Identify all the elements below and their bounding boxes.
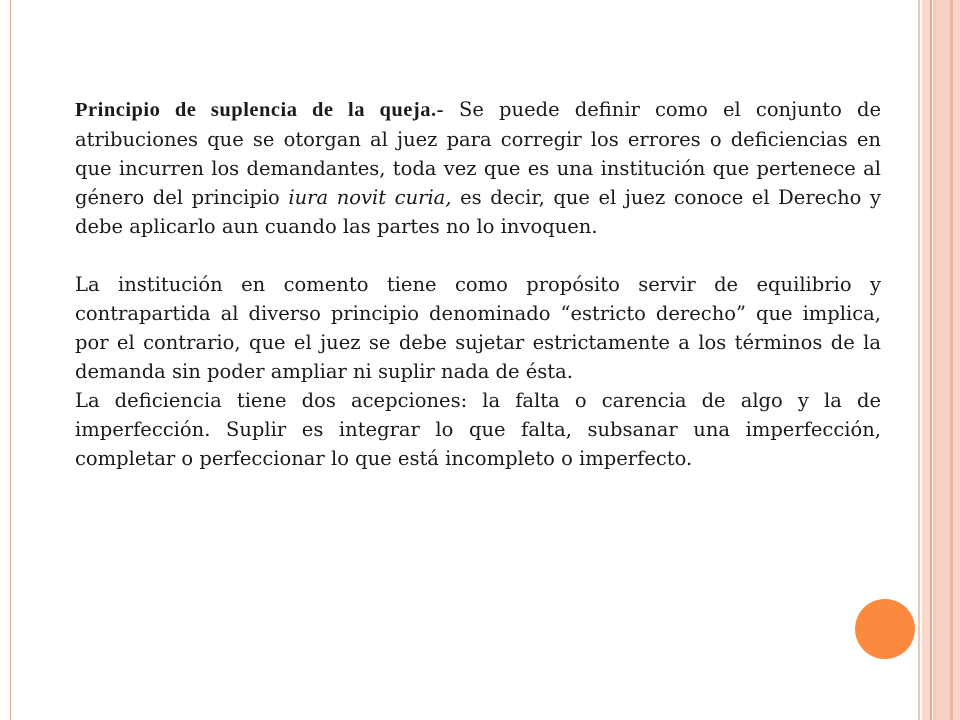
right-stripe	[922, 0, 930, 720]
slide-body-text	[75, 95, 881, 473]
paragraph-text: Se puede definir como el conjunto de atribuciones que se otorgan al juez para corregir los errores o deficiencias en que incurren los demandantes, toda vez que es una institución que pertenece al género del principio	[75, 98, 881, 209]
paragraph-text: es decir, que el juez conoce el Derecho y debe aplicarlo aun cuando las partes no lo invoquen.	[75, 186, 881, 238]
right-stripe	[918, 0, 920, 720]
right-stripe	[953, 0, 960, 720]
paragraph-deficiencia: La deficiencia tiene dos acepciones: la falta o carencia de algo y la de imperfección. Suplir es integrar lo que falta, subsanar una imperfección, completar o perfeccionar lo que está incompleto o imperfecto.	[75, 389, 881, 470]
latin-phrase: iura novit curia,	[288, 186, 452, 209]
right-stripe	[930, 0, 932, 720]
left-decorative-line	[10, 0, 11, 720]
paragraph-heading: Principio de suplencia de la queja.-	[75, 99, 444, 121]
orange-circle-decoration	[855, 599, 915, 659]
paragraph-principio	[75, 95, 881, 241]
right-stripe	[936, 0, 950, 720]
paragraph-institucion: La institución en comento tiene como propósito servir de equilibrio y contrapartida al diverso principio denominado “estricto derecho” que implica, por el contrario, que el juez se debe sujetar estrictamente a los términos de la demanda sin poder ampliar ni suplir nada de ésta.	[75, 273, 881, 383]
